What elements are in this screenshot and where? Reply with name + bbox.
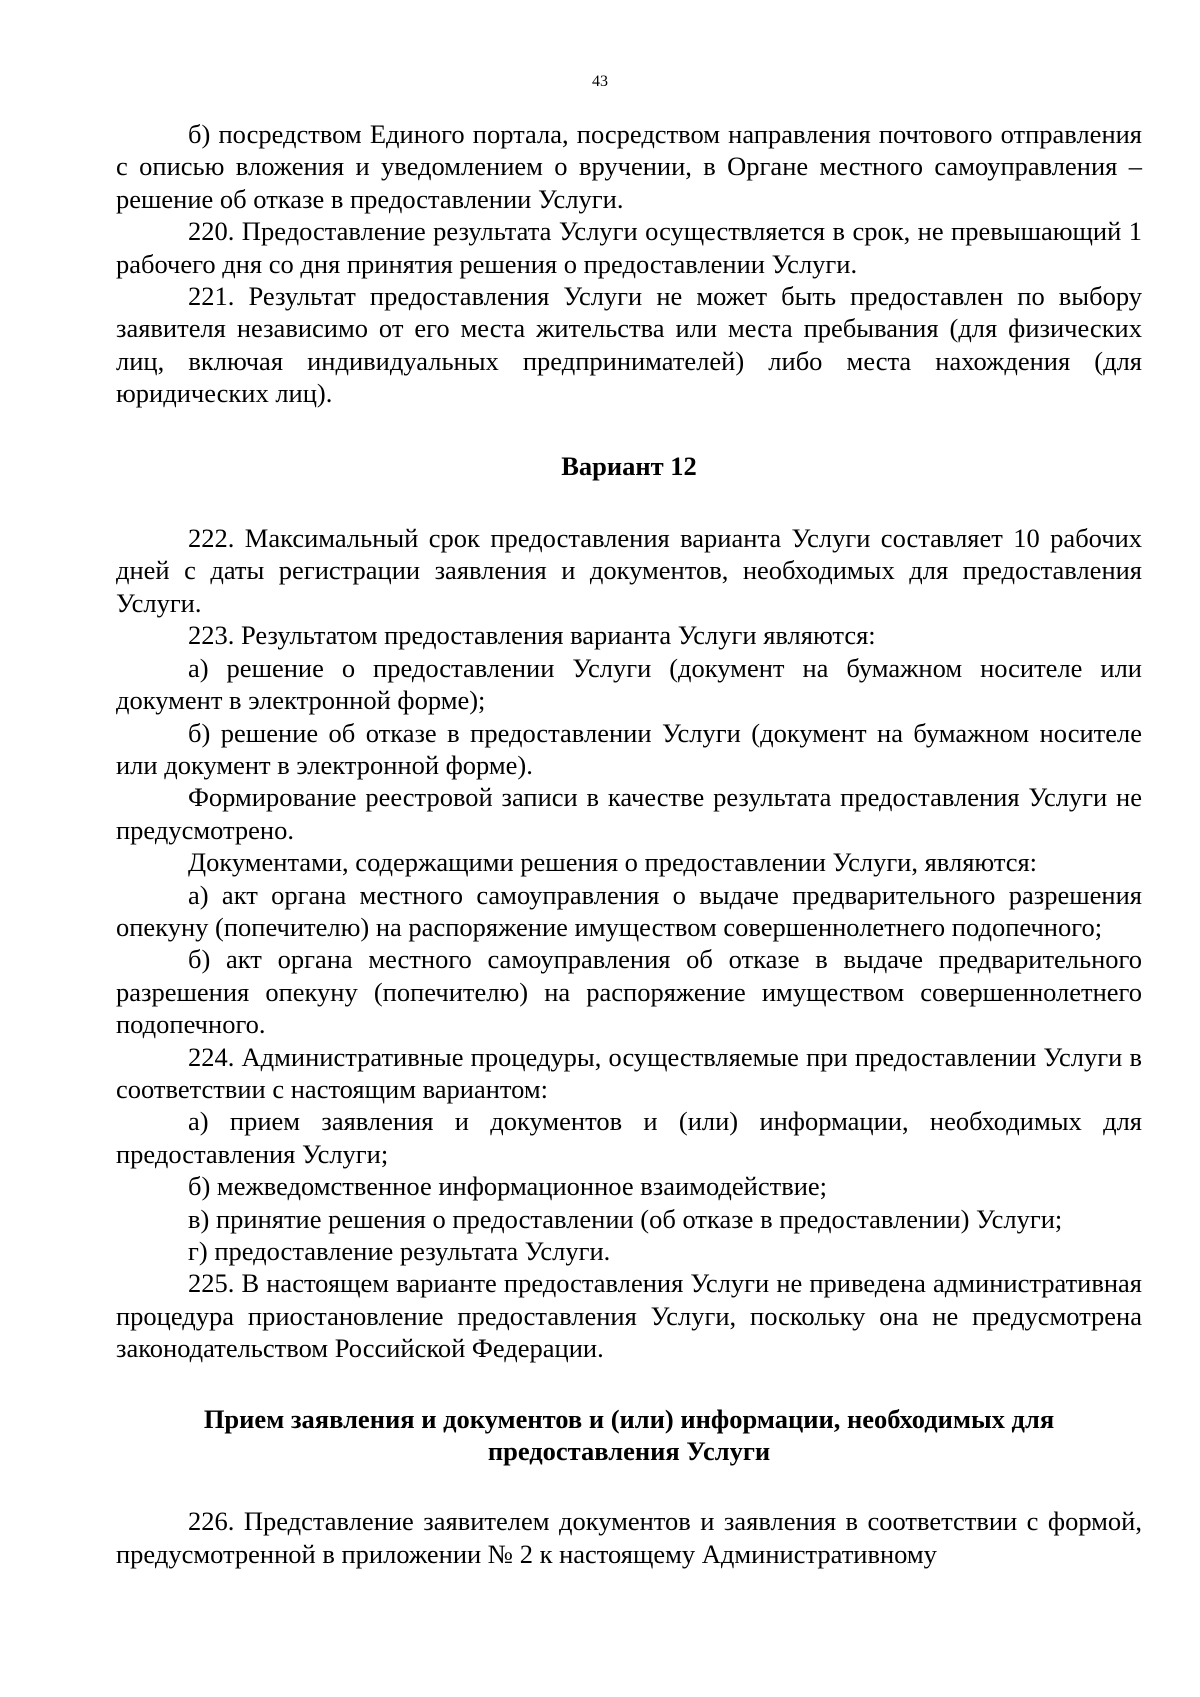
paragraph-222: 222. Максимальный срок предоставления варианта Услуги составляет 10 рабочих дней с даты регистрации заявления и документов, необходимых для предоставления Услуги. xyxy=(116,523,1142,618)
paragraph-224-d: г) предоставление результата Услуги. xyxy=(188,1236,611,1266)
paragraph-registry-record: Формирование реестровой записи в качестве результата предоставления Услуги не предусмотрено. xyxy=(116,782,1142,845)
variant-heading: Вариант 12 xyxy=(561,450,697,481)
paragraph-223: 223. Результатом предоставления варианта Услуги являются: xyxy=(188,620,876,651)
paragraph-decision-documents-b: б) акт органа местного самоуправления об отказе в выдаче предварительного разрешения опекуну (попечителю) на распоряжение имуществом совершеннолетнего подопечного. xyxy=(116,944,1142,1040)
paragraph-224: 224. Административные процедуры, осуществляемые при предоставлении Услуги в соответствии с настоящим вариантом: xyxy=(116,1041,1142,1104)
paragraph-decision-documents-a: а) акт органа местного самоуправления о выдаче предварительного разрешения опекуну (попечителю) на распоряжение имуществом совершеннолетнего подопечного; xyxy=(116,879,1142,942)
paragraph-226: 226. Представление заявителем документов и заявления в соответствии с формой, предусмотренной в приложении № 2 к настоящему Административному xyxy=(116,1506,1142,1569)
paragraph-223-a: а) решение о предоставлении Услуги (документ на бумажном носителе или документ в электронной форме); xyxy=(116,652,1142,716)
paragraph-decision-documents: Документами, содержащими решения о предоставлении Услуги, являются: xyxy=(188,847,1038,878)
section-heading xyxy=(116,1403,1142,1468)
paragraph-b-result-refusal: б) посредством Единого портала, посредством направления почтового отправления с описью вложения и уведомлением о вручении, в Органе местного самоуправления – решение об отказе в предоставлении Услуги. xyxy=(116,119,1142,214)
paragraph-224-a: а) прием заявления и документов и (или) информации, необходимых для предоставления Услуги; xyxy=(116,1106,1142,1169)
paragraph-220: 220. Предоставление результата Услуги осуществляется в срок, не превышающий 1 рабочего дня со дня принятия решения о предоставлении Услуги. xyxy=(116,216,1142,279)
paragraph-224-c: в) принятие решения о предоставлении (об отказе в предоставлении) Услуги; xyxy=(188,1203,1063,1234)
section-heading-line-2: предоставления Услуги xyxy=(487,1436,771,1467)
section-heading-line-1: Прием заявления и документов и (или) информации, необходимых для xyxy=(203,1403,1055,1434)
document-body xyxy=(116,118,1142,1570)
paragraph-225: 225. В настоящем варианте предоставления Услуги не приведена административная процедура приостановление предоставления Услуги, поскольку она не предусмотрена законодательством Российской Федерации. xyxy=(116,1268,1142,1364)
paragraph-224-b: б) межведомственное информационное взаимодействие; xyxy=(188,1171,828,1202)
paragraph-221: 221. Результат предоставления Услуги не может быть предоставлен по выбору заявителя независимо от его места жительства или места пребывания (для физических лиц, включая индивидуальных предпринимателей) либо места нахождения (для юридических лиц). xyxy=(116,281,1142,409)
page-number: 43 xyxy=(592,73,608,90)
paragraph-223-b: б) решение об отказе в предоставлении Услуги (документ на бумажном носителе или документ в электронной форме). xyxy=(116,717,1142,780)
